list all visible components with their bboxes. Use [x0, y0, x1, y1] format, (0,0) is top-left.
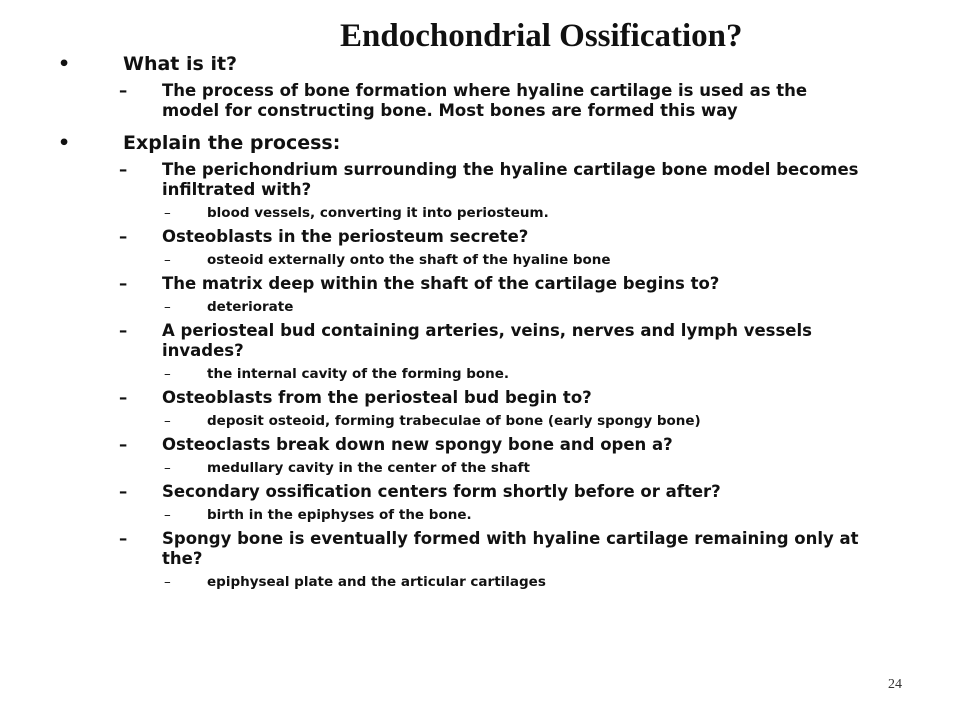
dash-icon: –	[119, 388, 128, 407]
page-number: 24	[888, 677, 902, 692]
process-step	[0, 435, 960, 455]
answer-text: the internal cavity of the forming bone.	[207, 366, 510, 382]
dash-icon: –	[164, 413, 171, 429]
step-question: The perichondrium surrounding the hyaline cartilage bone model becomes infiltrated with?	[162, 160, 859, 199]
answer-text: blood vessels, converting it into periosteum.	[207, 205, 549, 221]
step-question: Osteoblasts in the periosteum secrete?	[162, 227, 529, 246]
dash-icon: –	[119, 529, 128, 548]
answer-text: deteriorate	[207, 299, 294, 315]
dash-icon: –	[164, 507, 171, 523]
process-step	[0, 529, 960, 569]
dash-icon: –	[164, 205, 171, 221]
process-answer	[0, 204, 960, 222]
dash-icon: –	[164, 252, 171, 268]
dash-icon: –	[119, 274, 128, 293]
dash-icon: –	[119, 81, 128, 100]
step-question: Osteoblasts from the periosteal bud begin to?	[162, 388, 592, 407]
process-step	[0, 388, 960, 408]
process-answer	[0, 459, 960, 477]
answer-text: birth in the epiphyses of the bone.	[207, 507, 472, 523]
process-step	[0, 482, 960, 502]
dash-icon: –	[164, 460, 171, 476]
bullet-icon: •	[58, 53, 71, 75]
answer-text: medullary cavity in the center of the shaft	[207, 460, 530, 476]
step-question: A periosteal bud containing arteries, veins, nerves and lymph vessels invades?	[162, 321, 812, 360]
slide-title: Endochondrial Ossification?	[340, 18, 743, 54]
answer-text: deposit osteoid, forming trabeculae of bone (early spongy bone)	[207, 413, 701, 429]
dash-icon: –	[119, 482, 128, 501]
answer-text: epiphyseal plate and the articular cartilages	[207, 574, 546, 590]
dash-icon: –	[119, 435, 128, 454]
step-question: Secondary ossification centers form shortly before or after?	[162, 482, 721, 501]
bullet-what-is-it	[0, 52, 960, 76]
process-answer	[0, 298, 960, 316]
item-text: The process of bone formation where hyaline cartilage is used as the model for constructing bone. Most bones are formed this way	[162, 81, 808, 120]
answer-text: osteoid externally onto the shaft of the hyaline bone	[207, 252, 611, 268]
step-question: The matrix deep within the shaft of the cartilage begins to?	[162, 274, 720, 293]
dash-icon: –	[119, 321, 128, 340]
process-step	[0, 160, 960, 200]
process-answer	[0, 573, 960, 591]
process-answer	[0, 251, 960, 269]
bullet-text: Explain the process:	[123, 132, 341, 154]
dash-icon: –	[164, 299, 171, 315]
dash-icon: –	[119, 227, 128, 246]
dash-icon: –	[119, 160, 128, 179]
process-step	[0, 227, 960, 247]
process-step	[0, 274, 960, 294]
dash-icon: –	[164, 366, 171, 382]
process-step	[0, 321, 960, 361]
slide-content	[0, 52, 960, 593]
step-question: Spongy bone is eventually formed with hyaline cartilage remaining only at the?	[162, 529, 859, 568]
definition-item	[0, 81, 960, 121]
bullet-text: What is it?	[123, 53, 238, 75]
dash-icon: –	[164, 574, 171, 590]
step-question: Osteoclasts break down new spongy bone and open a?	[162, 435, 673, 454]
bullet-explain-process	[0, 131, 960, 155]
process-answer	[0, 412, 960, 430]
bullet-icon: •	[58, 132, 71, 154]
process-answer	[0, 506, 960, 524]
process-answer	[0, 365, 960, 383]
